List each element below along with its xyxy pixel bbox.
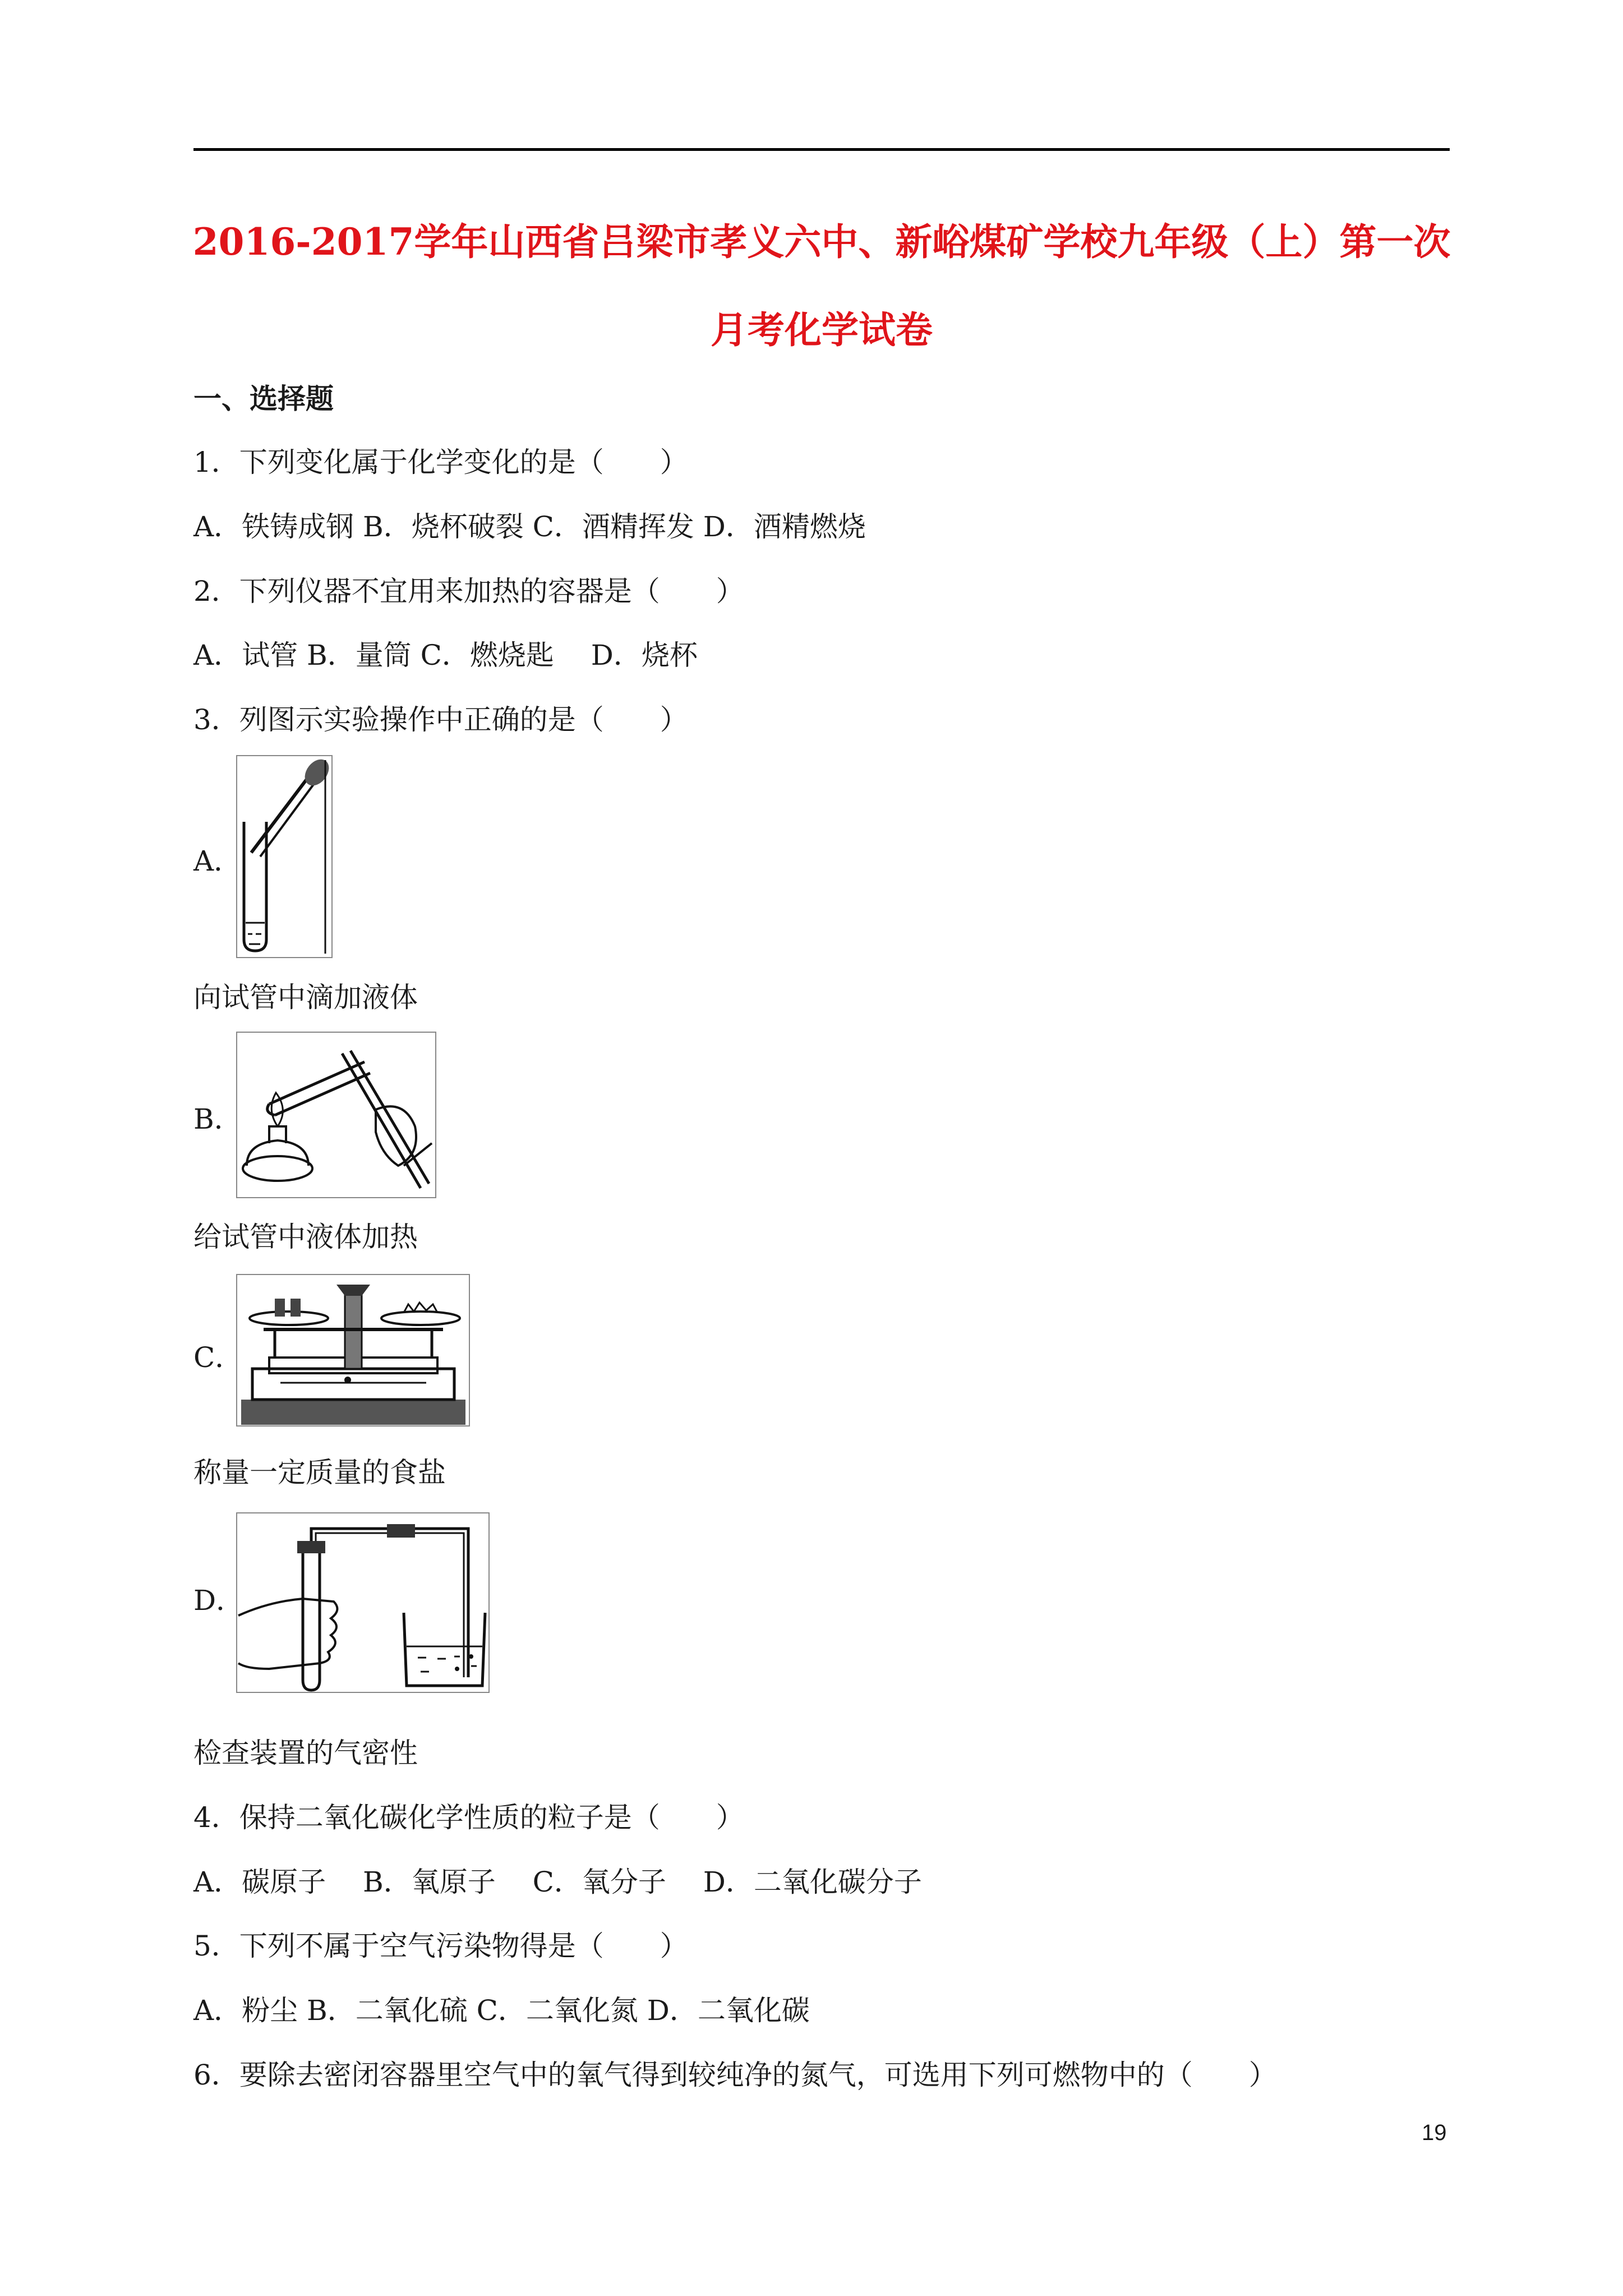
- dropper-test-tube-figure: [236, 754, 334, 959]
- choice-a-caption: 向试管中滴加液体: [193, 981, 418, 1014]
- question-4-options: A．碳原子 B．氧原子 C．氧分子 D．二氧化碳分子: [193, 1866, 922, 1898]
- question-2-options: A．试管 B．量筒 C．燃烧匙 D．烧杯: [193, 639, 698, 671]
- choice-d-letter: D．: [193, 1584, 245, 1617]
- question-2-stem: 2．下列仪器不宜用来加热的容器是（ ）: [193, 575, 744, 608]
- page-title-line1: 2016-2017学年山西省吕梁市孝义六中、新峪煤矿学校九年级（上）第一次: [192, 220, 1451, 264]
- choice-b-letter: B．: [193, 1103, 242, 1135]
- header-rule: [193, 148, 1450, 151]
- choice-b-caption: 给试管中液体加热: [193, 1221, 418, 1253]
- balance-scale-figure: [236, 1273, 471, 1428]
- question-4-stem: 4．保持二氧化碳化学性质的粒子是（ ）: [193, 1801, 744, 1834]
- section-heading: 一、选择题: [193, 383, 334, 415]
- page-number: 19: [1422, 2120, 1447, 2145]
- page-title-line2: 月考化学试卷: [711, 308, 933, 352]
- question-1-stem: 1．下列变化属于化学变化的是（ ）: [193, 446, 688, 478]
- heating-test-tube-figure: [236, 1031, 437, 1199]
- choice-c-letter: C．: [193, 1341, 243, 1374]
- airtightness-check-figure: [236, 1512, 491, 1694]
- question-3-stem: 3．列图示实验操作中正确的是（ ）: [193, 703, 688, 736]
- choice-d-caption: 检查装置的气密性: [193, 1737, 418, 1769]
- choice-c-caption: 称量一定质量的食盐: [193, 1456, 446, 1489]
- question-5-options: A．粉尘 B．二氧化硫 C．二氧化氮 D．二氧化碳: [193, 1994, 810, 2027]
- question-1-options: A．铁铸成钢 B．烧杯破裂 C．酒精挥发 D．酒精燃烧: [193, 510, 866, 543]
- question-6-stem: 6．要除去密闭容器里空气中的氧气得到较纯净的氮气，可选用下列可燃物中的（ ）: [193, 2059, 1277, 2091]
- question-5-stem: 5．下列不属于空气污染物得是（ ）: [193, 1930, 688, 1962]
- choice-a-letter: A．: [193, 845, 242, 877]
